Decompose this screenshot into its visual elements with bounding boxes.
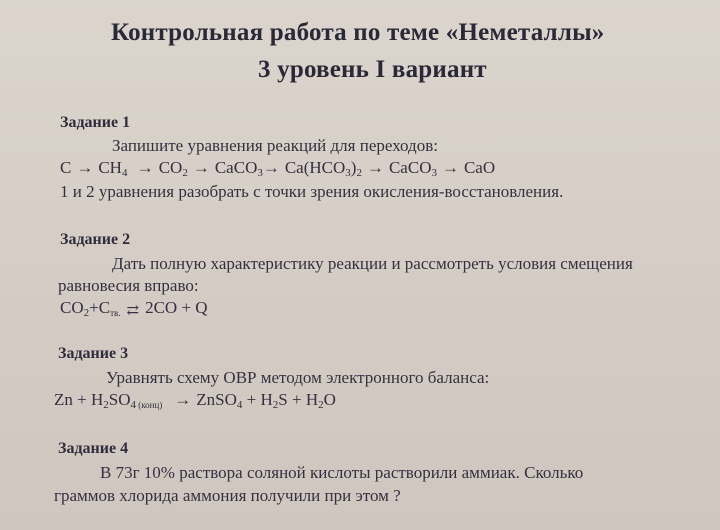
task-3-heading: Задание 3 xyxy=(58,345,129,362)
task-2-formula: $CO_2+C_{тв.}$ ⇄ 2CO + Q xyxy=(60,298,208,319)
arrow-icon: → xyxy=(192,158,210,177)
arrow-icon: → xyxy=(174,390,192,409)
arrow-icon: → xyxy=(262,158,280,177)
task-4-text-cont: граммов хлорида аммония получили при этом ? xyxy=(54,486,401,505)
task-1-formula: $C \to CH_4 \to CO_2$ → CaCO$_3$→ $Ca(HCO_3)_2$ → CaCO$_3$ → CaO xyxy=(60,158,496,179)
page-subtitle: 3 уровень I вариант xyxy=(258,56,487,83)
task-3-text: Уравнять схему ОВР методом электронного баланса: xyxy=(106,368,490,387)
arrow-icon: → xyxy=(366,158,384,177)
page-title: Контрольная работа по теме «Неметаллы» xyxy=(111,19,605,46)
task-1-heading: Задание 1 xyxy=(60,114,131,131)
arrow-icon: → xyxy=(132,158,154,177)
equilibrium-arrows-icon: ⇄ xyxy=(126,303,140,319)
task-4-heading: Задание 4 xyxy=(58,440,129,457)
task-4-text: В 73г 10% раствора соляной кислоты растворили аммиак. Сколько xyxy=(100,463,584,482)
task-3-formula: $Zn + H_2SO_4$ $_{(конц)}$ → ZnSO$_4$ + $H_2S + H_2O$ xyxy=(54,390,336,411)
task-1-text: Запишите уравнения реакций для переходов: xyxy=(112,136,438,155)
task-2-heading: Задание 2 xyxy=(60,231,131,248)
arrow-icon: → xyxy=(76,158,94,177)
task-2-text-cont: равновесия вправо: xyxy=(58,276,199,295)
arrow-icon: → xyxy=(441,158,459,177)
task-2-text: Дать полную характеристику реакции и рассмотреть условия смещения xyxy=(112,254,633,273)
task-1-note: 1 и 2 уравнения разобрать с точки зрения окисления-восстановления. xyxy=(60,182,564,201)
